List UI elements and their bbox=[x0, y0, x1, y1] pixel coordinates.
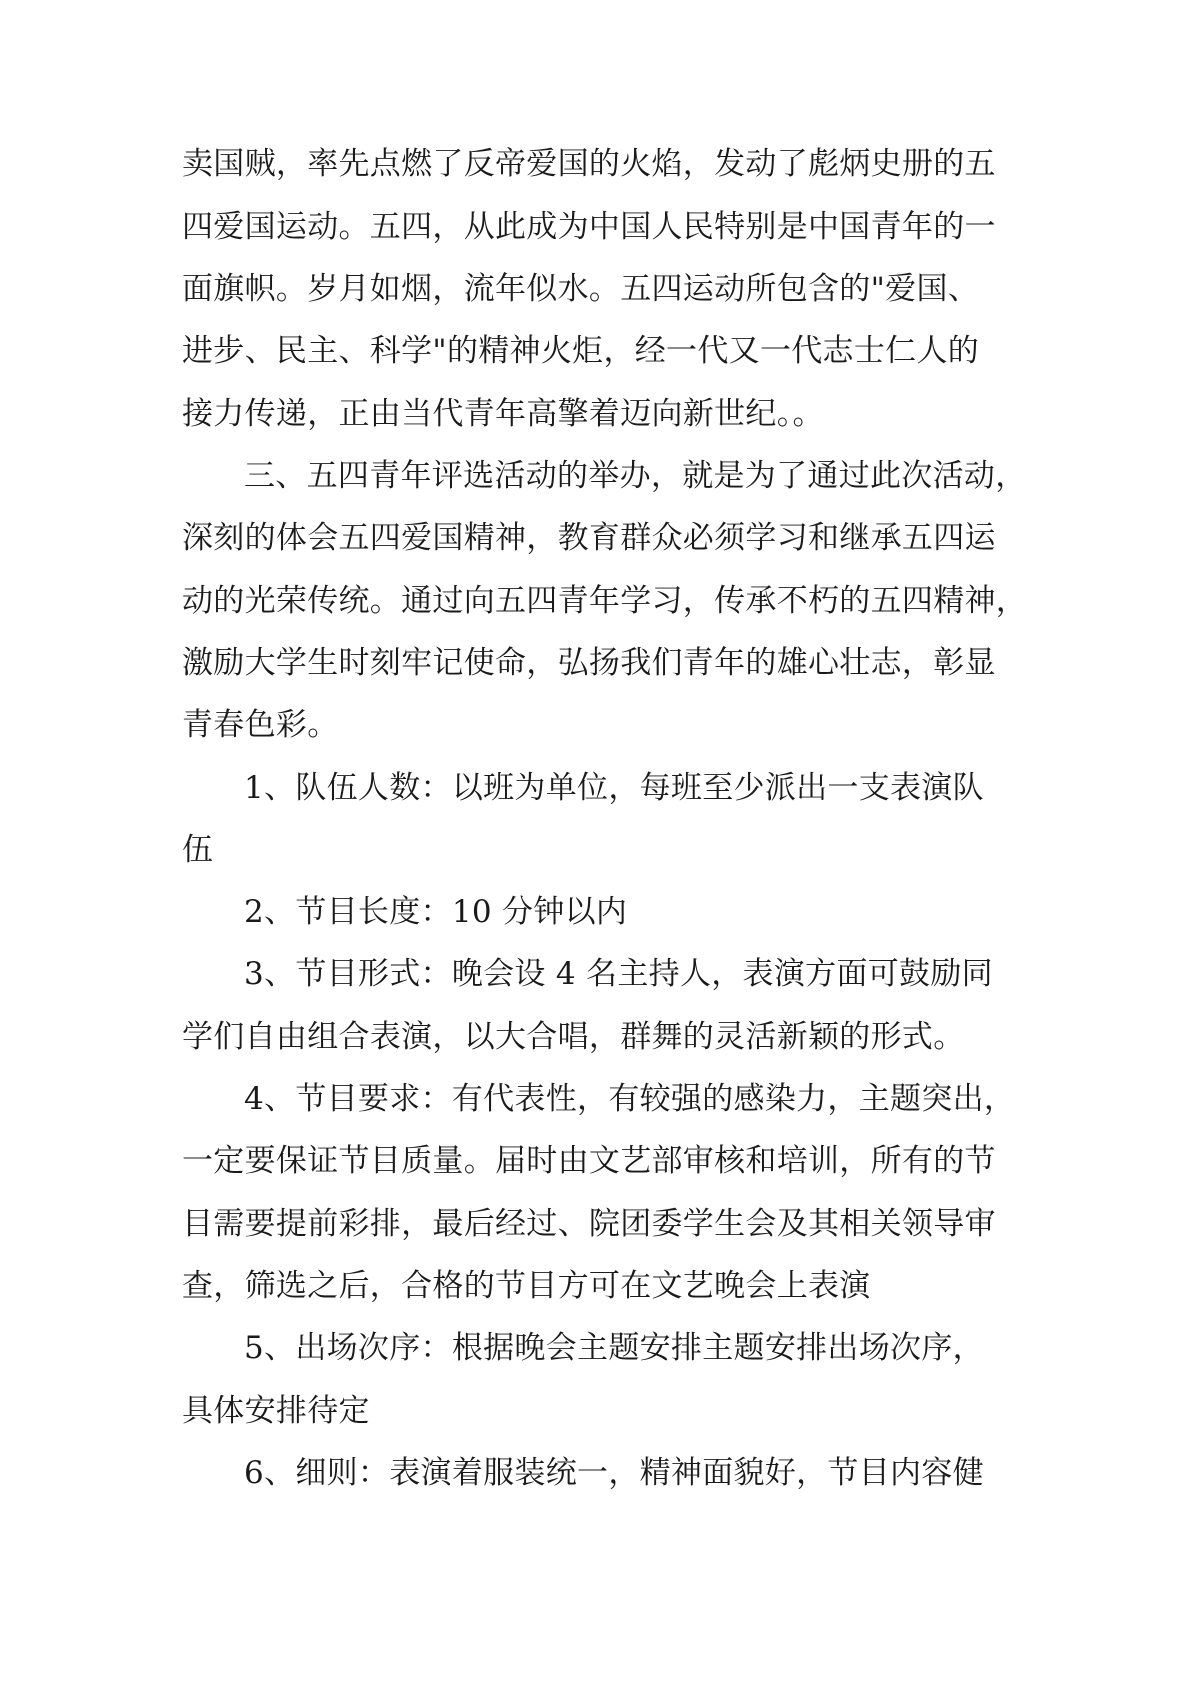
text-line: 接力传递，正由当代青年高擎着迈向新世纪。。 bbox=[182, 396, 824, 432]
list-item-line: 5、出场次序：根据晚会主题安排主题安排出场次序， bbox=[244, 1330, 984, 1366]
text-line: 四爱国运动。五四，从此成为中国人民特别是中国青年的一 bbox=[182, 209, 996, 245]
text-line: 学们自由组合表演，以大合唱，群舞的灵活新颖的形式。 bbox=[182, 1019, 965, 1055]
list-item-line: 6、细则：表演着服装统一，精神面貌好，节目内容健 bbox=[244, 1455, 984, 1491]
list-item-line: 4、节目要求：有代表性，有较强的感染力，主题突出， bbox=[244, 1081, 1016, 1117]
paragraph-start-line: 三、五四青年评选活动的举办，就是为了通过此次活动， bbox=[244, 458, 1027, 494]
text-line: 激励大学生时刻牢记使命，弘扬我们青年的雄心壮志，彰显 bbox=[182, 645, 996, 681]
text-line: 进步、民主、科学"的精神火炬，经一代又一代志士仁人的 bbox=[182, 333, 980, 369]
list-item-line: 3、节目形式：晚会设 4 名主持人，表演方面可鼓励同 bbox=[244, 956, 993, 992]
list-item-line: 1、队伍人数：以班为单位，每班至少派出一支表演队 bbox=[244, 770, 984, 806]
text-line: 深刻的体会五四爱国精神，教育群众必须学习和继承五四运 bbox=[182, 520, 996, 556]
list-item-line: 2、节目长度：10 分钟以内 bbox=[244, 894, 628, 930]
text-line: 青春色彩。 bbox=[182, 707, 339, 743]
text-line: 动的光荣传统。通过向五四青年学习，传承不朽的五四精神， bbox=[182, 583, 1028, 619]
text-line: 查，筛选之后，合格的节目方可在文艺晚会上表演 bbox=[182, 1268, 871, 1304]
text-line: 面旗帜。岁月如烟，流年似水。五四运动所包含的"爱国、 bbox=[182, 271, 980, 307]
text-line: 伍 bbox=[182, 832, 214, 868]
text-line: 具体安排待定 bbox=[182, 1393, 370, 1429]
text-line: 一定要保证节目质量。届时由文艺部审核和培训，所有的节 bbox=[182, 1143, 996, 1179]
text-line: 目需要提前彩排，最后经过、院团委学生会及其相关领导审 bbox=[182, 1206, 996, 1242]
text-line: 卖国贼，率先点燃了反帝爱国的火焰，发动了彪炳史册的五 bbox=[182, 146, 996, 182]
